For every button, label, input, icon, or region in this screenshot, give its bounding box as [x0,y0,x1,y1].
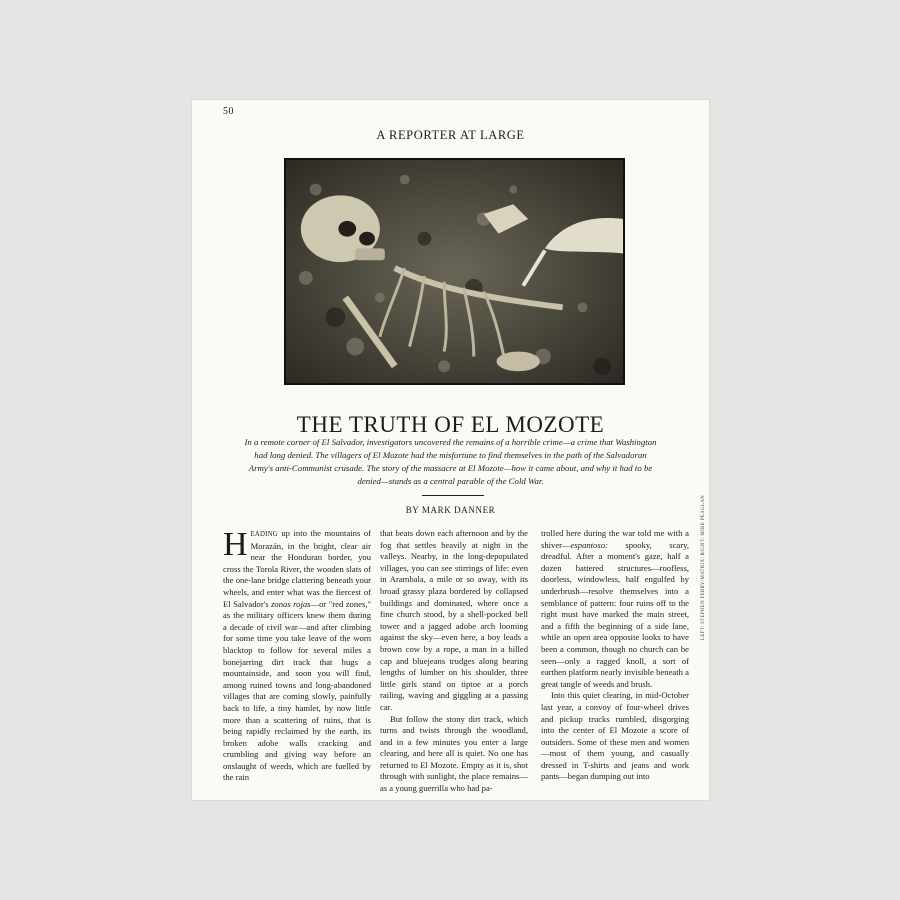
paragraph: Into this quiet clearing, in mid-October last year, a convoy of four-wheel drives and pickup trucks rumbled, disgorging into the center of El Mozote a score of outsiders. Some of these men and women—most of them young, and casually dressed in T-shirts and jeans and work pants—began dumping out into [541,690,689,782]
section-label: A REPORTER AT LARGE [376,128,525,142]
article-dek: In a remote corner of El Salvador, investigators uncovered the remains of a horrible crime—a crime that Washington had long denied. The villagers of El Mozote had the misfortune to find themselves in the path of the Salvadoran Army's anti-Communist crusade. The story of the massacre at El Mozote—how it came about, and why it had to be denied—stands as a central parable of the Cold War. [244,437,657,486]
body-text: up into the mountains of Morazán, in the bright, clear air near the Honduran border, you cross the Torola River, the wooden slats of the one-lane bridge clattering beneath your wheels, and enter what was the fiercest of El Salvador's [223,528,371,609]
paragraph [541,528,689,690]
text-column-1 [223,528,371,784]
body-text: spooky, scary, dreadful. After a moment's gaze, half a dozen battered structures—roofless, doorless, windowless, half engulfed by underbrush—resolve themselves into a semblance of pattern: four ruins off to the right must have marked the main street, and a fifth the beginning of a side lane, while an open area opposite looks to have been a common, though no church can be seen—only a ragged knoll, a sort of earthen platform nearly invisible beneath a great tangle of weeds and brush. [541,539,689,689]
body-text: —or "red zones," as the military officers knew them during a decade of civil war—and after climbing for some time you take leave of the worn blacktop to follow for several miles a bonejarring dirt track that hugs a mountainside, and soon you will find, among ruined towns and long-abandoned villages that are coming slowly, painfully back to life, a tiny hamlet, by now little more than a scattering of ruins, that is being rapidly reclaimed by the earth, its broken adobe walls cracking and crumbling and giving way before an onslaught of weeds, which are fuelled by the rain [223,598,371,783]
byline: BY MARK DANNER [405,505,496,515]
photo-credit: LEFT: STEPHEN FERRY/MATRIX; RIGHT: MIKE PEAGLAN [701,494,706,640]
paragraph [223,528,371,784]
magazine-page [192,100,709,800]
article-headline: THE TRUTH OF EL MOZOTE [296,412,605,438]
italic-term: zonas rojas [271,598,311,609]
photo-graphic [286,160,623,383]
italic-term: espantoso: [570,539,608,550]
paragraph: that beats down each afternoon and by the fog that settles heavily at night in the valleys. Nearby, in the long-depopulated villages, you can see stirrings of life: even in Arambala, a mile or so away, with its broad grassy plaza bordered by collapsed buildings and dominated, where once a fine church stood, by a shell-pocked bell tower and a jagged adobe arch looming against the sky—even here, a boy leads a brown cow by a rope, a man in a billed cap and bluejeans trudges along bearing lengths of lumber on his shoulder, three little girls stand on tiptoe at a porch railing, waving and giggling at a passing car. [380,528,528,712]
photo-skeleton-excavation [284,158,625,385]
opening-smallcaps: EADING [250,531,278,538]
paragraph: But follow the stony dirt track, which turns and twists through the woodland, and in a few minutes you enter a large clearing, and here all is quiet. No one has returned to El Mozote. Empty as it is, shot through with sunlight, the place remains—as a young guerrilla who had pa- [380,713,528,794]
text-column-3 [541,528,689,783]
body-text: trolled here during the war told me with a shiver— [541,528,689,550]
title-divider [422,495,484,496]
text-column-2 [380,528,528,795]
page-number: 50 [223,106,234,117]
drop-cap: H [223,526,248,563]
